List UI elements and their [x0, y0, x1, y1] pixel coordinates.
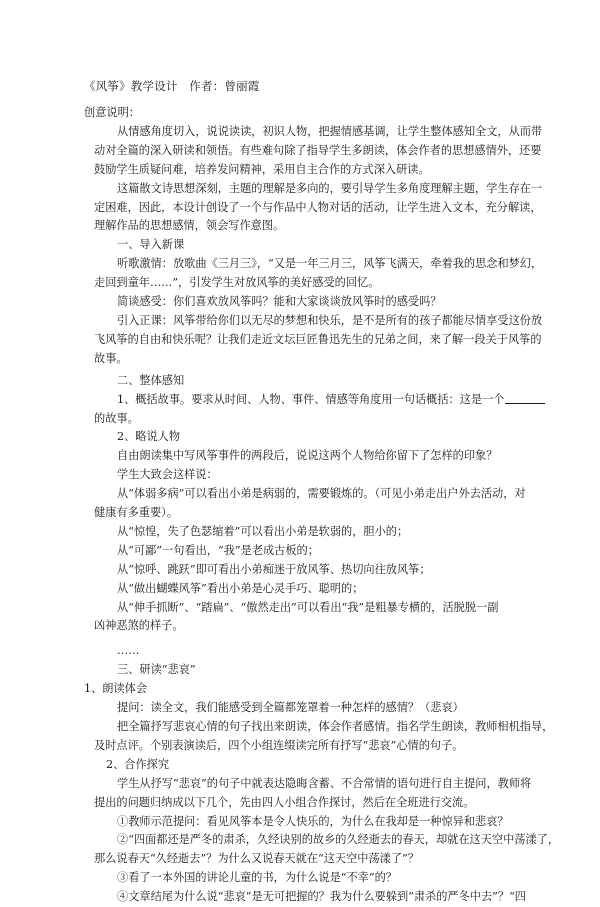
question-item: 那么说春天“久经逝去”？为什么又说春天就在“这天空中荡漾了”？	[94, 852, 419, 866]
paragraph-line: 从“惊呼、跳跃”即可看出小弟痴迷于放风筝、热切向往放风筝；	[117, 562, 431, 576]
paragraph-line: 自由朗读集中写风筝事件的两段后，说说这两个人物给你留下了怎样的印象？	[117, 449, 498, 463]
paragraph-line: 这篇散文诗思想深刻，主题的理解是多向的，要引导学生多角度理解主题，学生存在一	[117, 181, 543, 195]
question-item: ④文章结尾为什么说“悲哀”是无可把握的？我为什么要躲到“肃杀的严冬中去”？“四	[117, 890, 526, 904]
paragraph-line: 健康有多重要）。	[94, 506, 178, 520]
paragraph-line: 听歌激情：放歌曲《三月三》，“又是一年三月三，风筝飞满天，牵着我的思念和梦幻，	[117, 257, 543, 271]
paragraph-line: 引入正课：风筝带给你们以无尽的梦想和快乐，是不是所有的孩子都能尽情享受这份放	[117, 313, 543, 327]
paragraph-line: 理解作品的思想感情，领会写作意图。	[94, 219, 285, 233]
section-heading: 三、研读“悲哀”	[117, 663, 196, 677]
section-heading: 二、整体感知	[117, 373, 185, 387]
paragraph-line: 凶神恶煞的样子。	[94, 619, 184, 633]
question-item: ①教师示范提问：看见风筝本是令人快乐的，为什么在我却是一种惊异和悲哀？	[117, 814, 509, 828]
paragraph-line: 动对全篇的深入研读和领悟。有些难句除了指导学生多朗读，体会作者的思想感情外，还要	[94, 143, 542, 157]
paragraph-line: 学生大致会这样说：	[117, 468, 218, 482]
paragraph-line: 定困难，因此，本设计创设了一个与作品中人物对话的活动，让学生进入文本，充分解读，	[94, 200, 542, 214]
list-item: 2、略说人物	[117, 430, 181, 444]
paragraph-line: 的故事。	[94, 411, 139, 425]
fill-in-blank	[505, 392, 545, 404]
paragraph-line: 鼓励学生质疑问难，培养发问精神，采用自主合作的方式深入研读。	[94, 162, 430, 176]
paragraph-line: 提出的问题归纳成以下几个，先由四人小组合作探讨，然后在全班进行交流。	[94, 795, 475, 809]
paragraph-line: 故事。	[94, 351, 128, 365]
paragraph-line: 把全篇抒写悲哀心情的句子找出来朗读，体会作者感情。指名学生朗读，教师相机指导，	[117, 720, 554, 733]
paragraph-line: 从“伸手抓断”、“踏扁”、“傲然走出”可以看出“我”是粗暴专横的，活脱脱一副	[117, 600, 499, 614]
paragraph-line: 简谈感受：你们喜欢放风筝吗？能和大家谈谈放风筝时的感受吗？	[117, 295, 442, 309]
paragraph-line: 从“可鄙”一句看出，“我”是老成古板的；	[117, 543, 319, 557]
section-heading: 一、导入新课	[117, 238, 185, 252]
paragraph-line: 及时点评。个别表演读后，四个小组连缀读完所有抒写“悲哀”心情的句子。	[94, 738, 464, 752]
paragraph-line: 飞风筝的自由和快乐呢？让我们走近文坛巨匠鲁迅先生的兄弟之间，来了解一段关于风筝的	[94, 332, 542, 346]
paragraph-line: 从情感角度切入，说说读读，初识人物，把握情感基调，让学生整体感知全文，从而带	[117, 124, 543, 138]
document-body	[84, 104, 560, 907]
paragraph-line: 从“惊惶，失了色瑟缩着”可以看出小弟是软弱的，胆小的；	[117, 524, 409, 538]
paragraph-line: 学生从抒写“悲哀”的句子中就表达隐晦含蓄、不合常情的语句进行自主提问，教师将	[117, 776, 532, 790]
question-item: ②“四面都还是严冬的肃杀，久经诀别的故乡的久经逝去的春天，却就在这天空中荡漾了，	[117, 833, 560, 847]
creative-label: 创意说明：	[84, 106, 140, 119]
list-item: 1、朗读体会	[84, 682, 148, 696]
paragraph-text: 1、概括故事。要求从时间、人物、事件、情感等角度用一句话概括：这是一个	[117, 392, 505, 406]
paragraph-line: 提问：读全文，我们能感受到全篇都笼罩着一种怎样的感情？（悲哀）	[117, 701, 464, 715]
document-title: 《风筝》教学设计 作者：曾丽霞	[84, 79, 260, 93]
paragraph-line: 从“体弱多病”可以看出小弟是病弱的，需要锻炼的。（可见小弟走出户外去活动，对	[117, 487, 526, 501]
paragraph-line: 走回到童年……”，引发学生对放风筝的美好感受的回忆。	[94, 276, 380, 290]
ellipsis-text: ……	[117, 644, 140, 658]
list-item	[94, 391, 516, 410]
paragraph-line: 从“做出蝴蝶风筝”看出小弟是心灵手巧、聪明的；	[117, 581, 364, 595]
list-item: 2、合作探究	[106, 757, 170, 771]
question-item: ③看了一本外国的讲论儿童的书，为什么说是“不幸”的？	[117, 871, 397, 885]
